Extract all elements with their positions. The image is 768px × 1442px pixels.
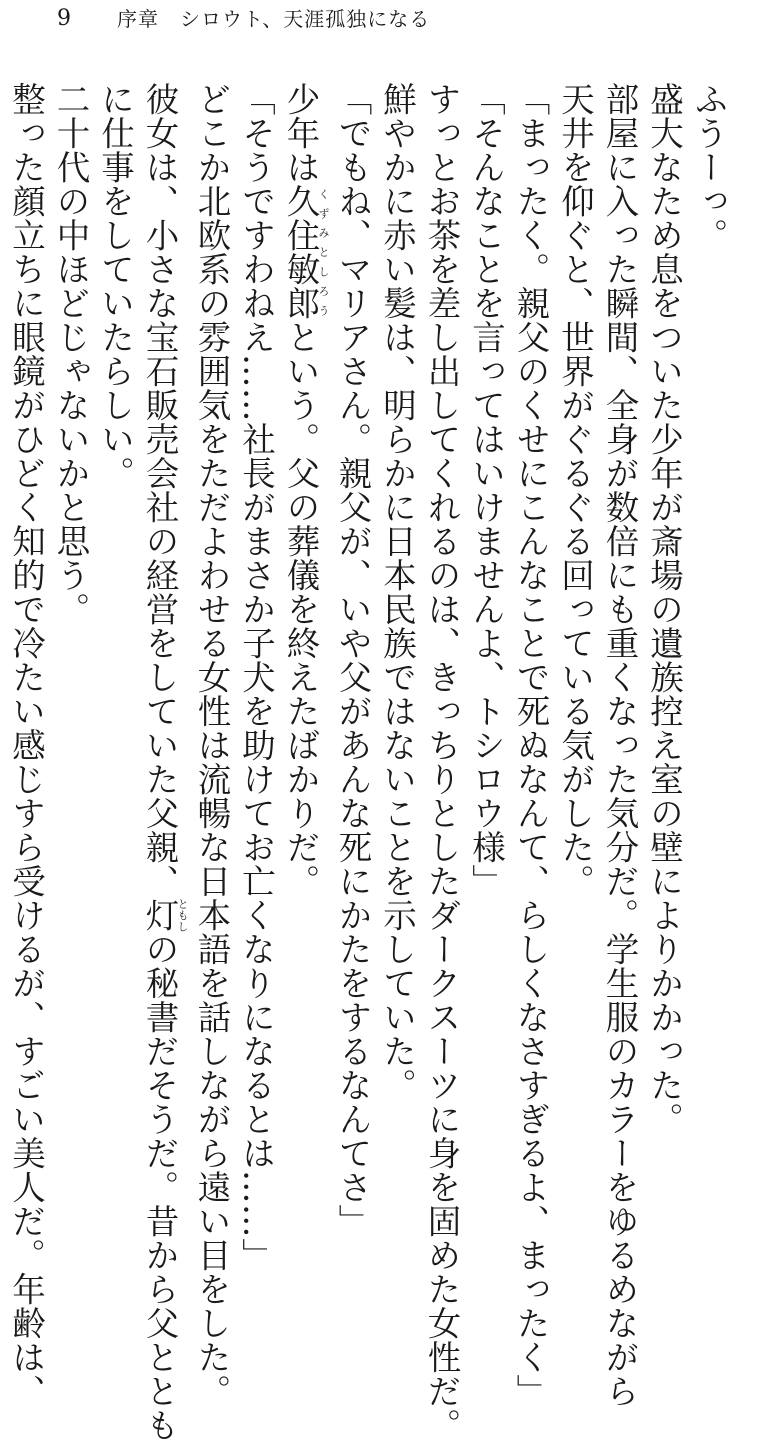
text-line: ふうーっ。 xyxy=(689,82,728,252)
ruby-reading: ともし xyxy=(176,898,189,932)
text-line xyxy=(278,82,330,1167)
text-line: に仕事をしていたらしい。 xyxy=(95,82,135,490)
text-line: 「でもね、マリアさん。親父が、いや父があんな死にかたをするなんてさ」 xyxy=(333,82,372,1238)
ruby-base: 久住敏郎 xyxy=(281,184,320,320)
text-line: 二十代の中ほどじゃないかと思う。 xyxy=(51,82,90,626)
text-line: 部屋に入った瞬間、全身が数倍にも重くなった気分だ。学生服のカラーをゆるめながら xyxy=(600,82,639,1408)
text-line: 「そうですわねえ……社長がまさか子犬を助けてお亡くなりになるとは……」 xyxy=(236,82,276,1272)
text-line: 「そんなことを言ってはいけませんよ、トシロウ様」 xyxy=(466,82,506,898)
text-line: 鮮やかに赤い髪は、明らかに日本民族ではないことを示していた。 xyxy=(377,82,417,1102)
ruby-annotation xyxy=(281,184,330,320)
ruby-reading: くずみとしろう xyxy=(317,184,330,320)
novel-body-text xyxy=(0,82,730,1442)
text-segment: 少年は xyxy=(281,82,320,184)
page-number: 9 xyxy=(57,6,71,31)
text-line: 「まったく。親父のくせにこんなことで死ぬなんて、らしくなさすぎるよ、まったく」 xyxy=(511,82,550,1408)
text-line: どこか北欧系の雰囲気をただよわせる女性は流暢な日本語を話しながら遠い目をした。 xyxy=(192,82,231,1408)
text-line: 盛大なため息をついた少年が斎場の遺族控え室の壁によりかかった。 xyxy=(644,82,684,1136)
text-line xyxy=(137,82,189,1442)
text-segment: 彼女は、小さな宝石販売会社の経営をしていた父親、 xyxy=(140,82,179,898)
running-header xyxy=(0,4,768,44)
text-segment: という。父の葬儀を終えたばかりだ。 xyxy=(281,320,320,898)
text-line: 天井を仰ぐと、世界がぐるぐる回っている気がした。 xyxy=(555,82,595,898)
text-line: すっとお茶を差し出してくれるのは、きっちりとしたダークスーツに身を固めた女性だ。 xyxy=(422,82,461,1442)
text-segment: の秘書だそうだ。昔から父ととも xyxy=(140,932,179,1442)
ruby-base: 灯 xyxy=(140,898,179,932)
text-line: 整った顔立ちに眼鏡がひどく知的で冷たい感じすら受けるが、すごい美人だ。年齢は、 xyxy=(6,82,46,1408)
ruby-annotation xyxy=(140,898,189,932)
chapter-title: 序章 シロウト、天涯孤独になる xyxy=(117,7,431,31)
text-line xyxy=(0,82,3,1167)
